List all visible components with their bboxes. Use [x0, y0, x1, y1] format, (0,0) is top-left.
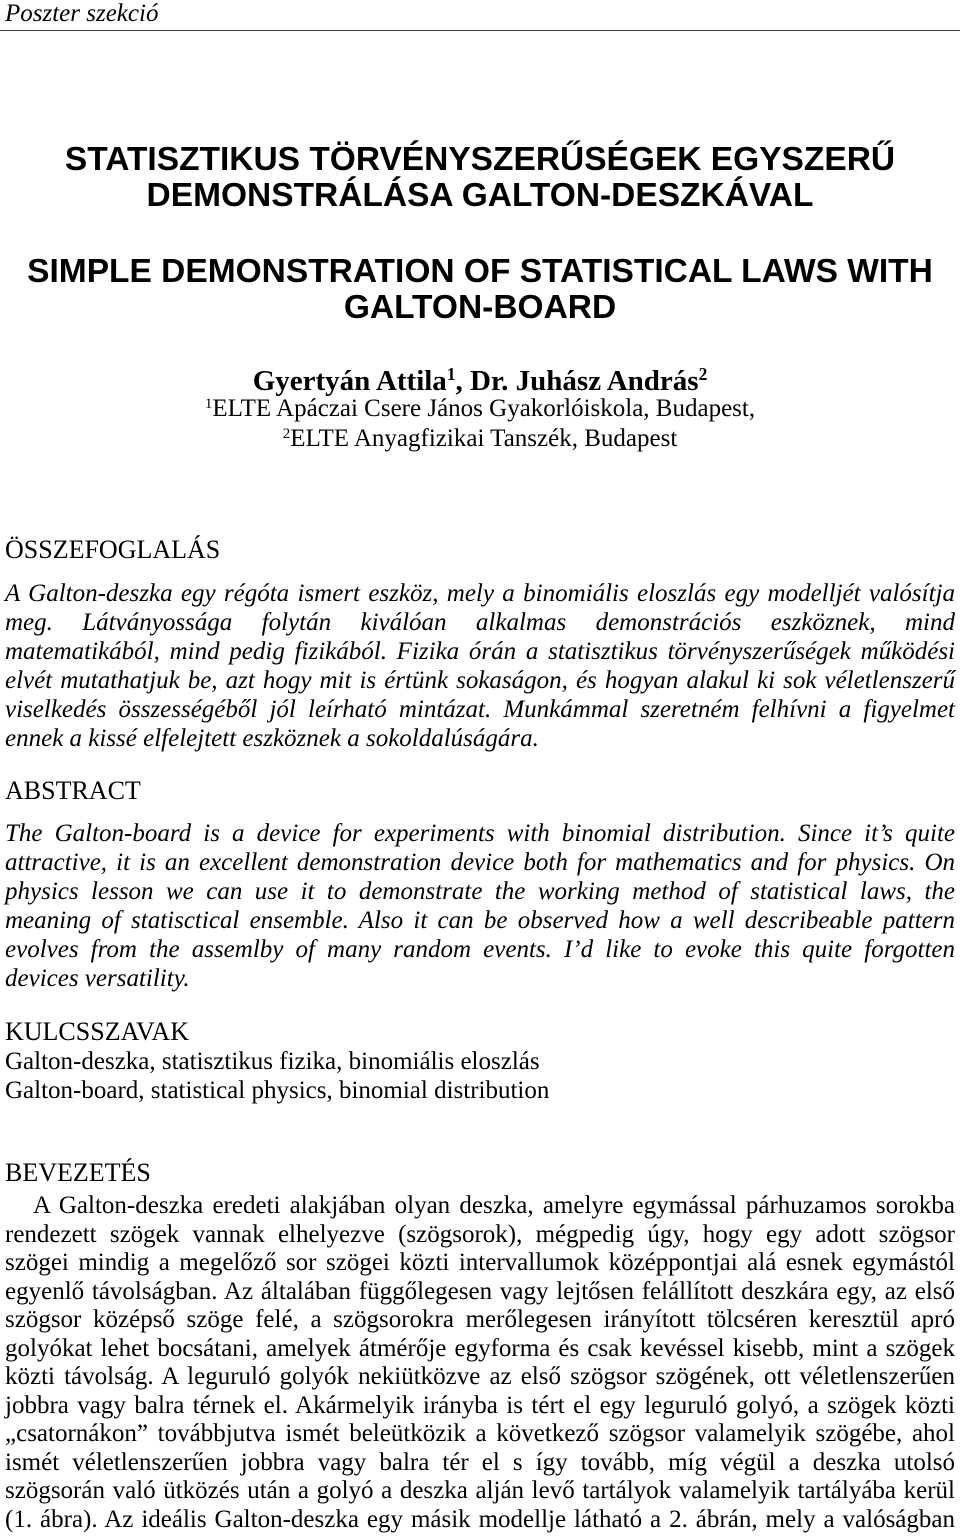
affiliation-marker: 2: [698, 364, 708, 385]
abstract-line: The Galton-board is a device for experiments with binomial distribution. Since it’s quite: [5, 820, 955, 847]
introduction-line: (1. ábra). Az ideális Galton-deszka egy másik modellje látható a 2. ábrán, mely a valóságban: [5, 1506, 955, 1534]
affiliations: [0, 394, 960, 454]
summary-paragraph: [5, 579, 955, 753]
title-hungarian-line: STATISZTIKUS TÖRVÉNYSZERŰSÉGEK EGYSZERŰ: [64, 141, 896, 178]
affiliation-line: [0, 424, 960, 454]
title-english-line: GALTON-BOARD: [343, 289, 617, 326]
introduction-line: ismét véletlenszerűen jobbra vagy balra tér el s így tovább, míg végül a deszka utolsó: [5, 1448, 955, 1476]
abstract-line: attractive, it is an excellent demonstration device both for mathematics and for physics. On: [5, 849, 955, 876]
affiliation-text: ELTE Apáczai Csere János Gyakorlóiskola, Budapest,: [212, 395, 756, 422]
keywords-line: Galton-deszka, statisztikus fizika, binomiális eloszlás: [5, 1048, 540, 1075]
introduction-line: „csatornákon” továbbjutva ismét beleütközik a következő szögsor valamelyik szögébe, ahol: [5, 1420, 955, 1448]
summary-line: viselkedés összességéből jól leírható mintázat. Munkámmal szeretném felhívni a figyelmet: [5, 696, 955, 723]
section-heading-abstract: ABSTRACT: [5, 776, 141, 805]
introduction-line: A Galton-deszka eredeti alakjában olyan deszka, amelyre egymással párhuzamos sorokba: [33, 1192, 955, 1219]
abstract-line: evolves from the assemlby of many random events. I’d like to evoke this quite forgotten: [5, 936, 955, 963]
abstract-line: meaning of statisctical ensemble. Also it can be observed how a well describeable pattern: [5, 907, 955, 934]
summary-line: A Galton-deszka egy régóta ismert eszköz, mely a binomiális eloszlás egy modelljét valósítja: [5, 580, 955, 607]
header-rule: [0, 30, 960, 31]
introduction-line: szögei mindig a megelőző sor szögei közti intervallumok középpontjai alá esnek egymástól: [5, 1249, 955, 1277]
introduction-paragraph: [5, 1192, 955, 1535]
introduction-line: egyenlő távolságban. Az általában függőlegesen vagy lejtősen felállított deszkára egy, az első: [5, 1277, 955, 1305]
introduction-line: rendezett szögek vannak elhelyezve (szögsorok), mégpedig úgy, hogy egy adott szögsor: [5, 1220, 955, 1248]
abstract-line: physics lesson we can use it to demonstrate the working method of statistical laws, the: [5, 878, 955, 905]
abstract-line: devices versatility.: [5, 965, 190, 992]
summary-line: matematikából, mind pedig fizikából. Fizika órán a statisztikus törvényszerűségek működési: [5, 638, 955, 665]
section-heading-introduction: BEVEZETÉS: [5, 1158, 151, 1187]
section-heading-summary: ÖSSZEFOGLALÁS: [5, 535, 221, 564]
affiliation-text: ELTE Anyagfizikai Tanszék, Budapest: [290, 425, 678, 452]
author-name: Gyertyán Attila: [252, 365, 447, 397]
title-english: [0, 254, 960, 326]
introduction-line: szögsorán való ütközés után a golyó a deszka alján levő tartályok valamelyik tartályába kerül: [5, 1477, 955, 1505]
section-heading-keywords: KULCSSZAVAK: [5, 1017, 189, 1046]
introduction-line: golyókat lehet bocsátani, amelyek átmérője egyforma és csak kevéssel kisebb, mint a szögek: [5, 1334, 955, 1362]
abstract-paragraph: [5, 819, 955, 993]
introduction-line: szögsor középső szöge felé, a szögsorokra merőlegesen irányított tölcséren keresztül apró: [5, 1306, 955, 1334]
introduction-line: jobbra vagy balra térnek el. Akármelyik irányba is tért el egy leguruló golyó, a szögek közti: [5, 1391, 955, 1419]
summary-line: meg. Látványossága folytán kiválóan alkalmas demonstrációs eszköznek, mind: [5, 609, 955, 636]
author-line: [0, 365, 960, 397]
introduction-line: közti távolság. A leguruló golyók nekiütközve az első szögsor szögének, ott véletlenszerűen: [5, 1363, 955, 1391]
affiliation-marker: 1: [446, 364, 456, 385]
affiliation-marker: 2: [282, 425, 291, 442]
author-separator: ,: [455, 365, 471, 397]
affiliation-marker: 1: [204, 395, 213, 412]
summary-line: ennek a kissé elfelejtett eszköznek a sokoldalúságára.: [5, 725, 539, 752]
section-label: Poszter szekció: [5, 0, 159, 27]
author-name: Dr. Juhász András: [470, 365, 699, 397]
keywords-list: [5, 1047, 955, 1105]
affiliation-line: [0, 394, 960, 424]
summary-line: elvét mutathatjuk be, azt hogy mit is értünk sokaságon, és hogyan alakul ki sok véletlenszerű: [5, 667, 955, 694]
title-hungarian: [0, 142, 960, 214]
title-hungarian-line: DEMONSTRÁLÁSA GALTON-DESZKÁVAL: [146, 177, 814, 214]
title-english-line: SIMPLE DEMONSTRATION OF STATISTICAL LAWS WITH: [27, 253, 933, 290]
keywords-line: Galton-board, statistical physics, binomial distribution: [5, 1077, 550, 1104]
